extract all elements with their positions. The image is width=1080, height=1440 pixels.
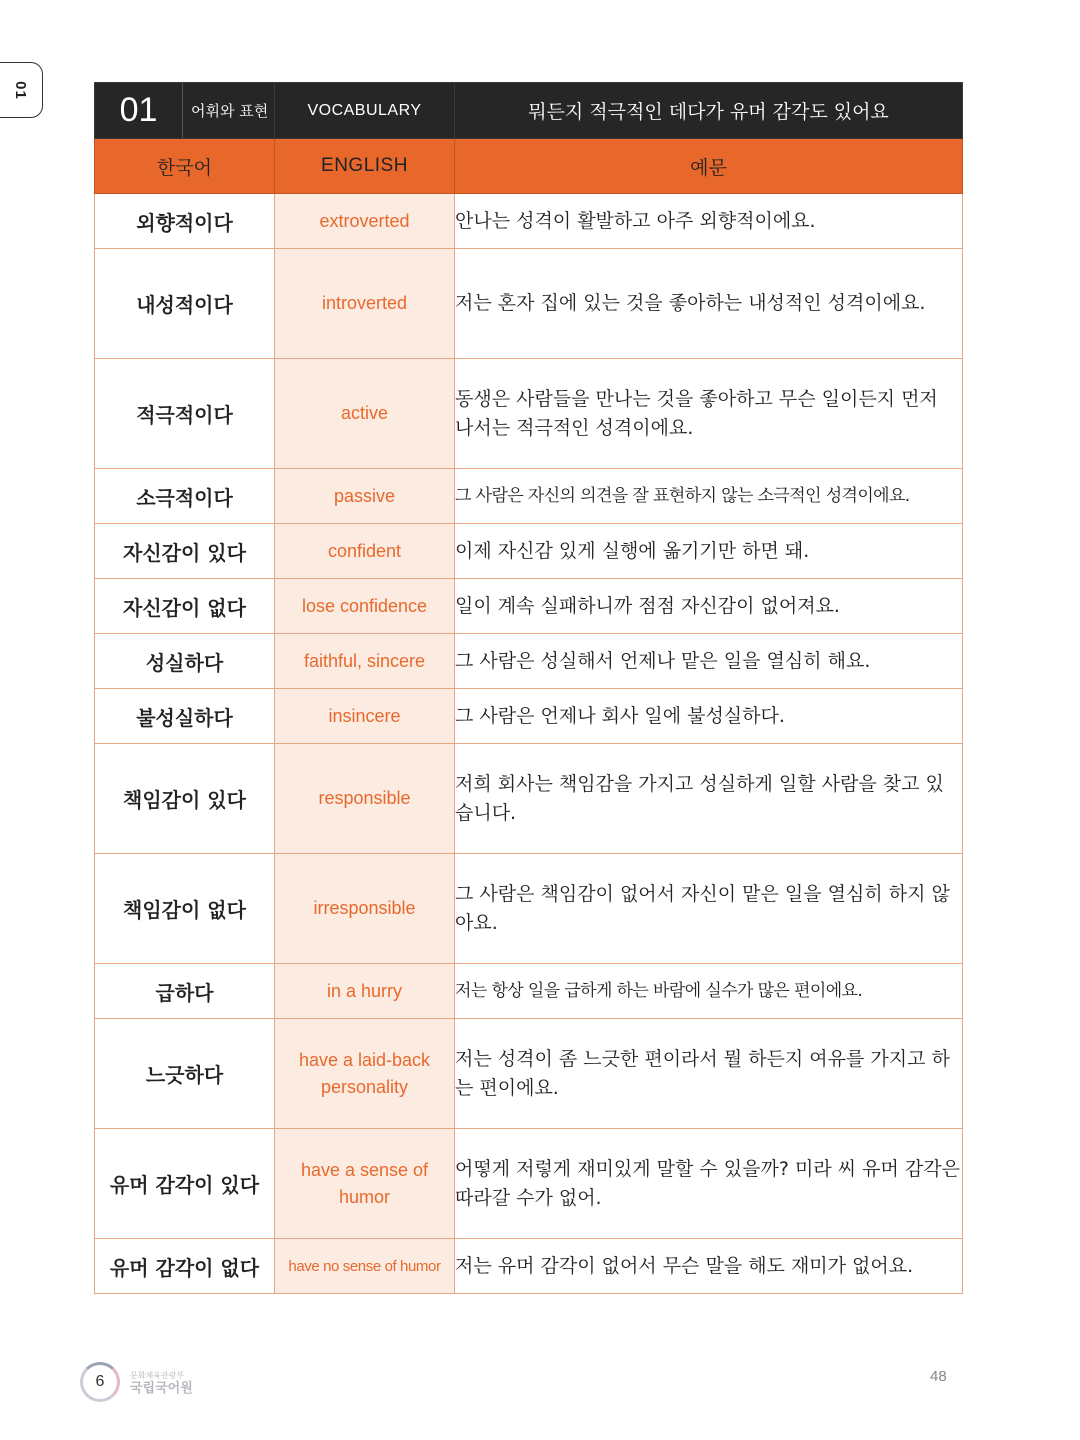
vocabulary-label: VOCABULARY: [275, 83, 455, 139]
example-sentence: 저는 유머 감각이 없어서 무슨 말을 해도 재미가 없어요.: [455, 1239, 963, 1294]
example-sentence: 안나는 성격이 활발하고 아주 외향적이에요.: [455, 194, 963, 249]
english-word: insincere: [275, 689, 455, 744]
table-row: [95, 524, 963, 579]
table-row: [95, 469, 963, 524]
korean-word: 외향적이다: [95, 194, 275, 249]
example-sentence: 그 사람은 언제나 회사 일에 불성실하다.: [455, 689, 963, 744]
column-header-row: [95, 139, 963, 194]
example-sentence: 그 사람은 자신의 의견을 잘 표현하지 않는 소극적인 성격이에요.: [455, 469, 963, 524]
korean-word: 유머 감각이 있다: [95, 1129, 275, 1239]
example-sentence: 동생은 사람들을 만나는 것을 좋아하고 무슨 일이든지 먼저 나서는 적극적인 성격이에요.: [455, 359, 963, 469]
column-header-korean: 한국어: [95, 139, 275, 194]
english-word: have no sense of humor: [275, 1239, 455, 1294]
publisher-institute: 국립국어원: [130, 1381, 193, 1396]
korean-word: 소극적이다: [95, 469, 275, 524]
korean-word: 느긋하다: [95, 1019, 275, 1129]
chapter-side-tab: [0, 62, 43, 118]
page-number-left: 6: [80, 1362, 120, 1402]
table-row: [95, 579, 963, 634]
table-row: [95, 634, 963, 689]
table-row: [95, 964, 963, 1019]
english-word: extroverted: [275, 194, 455, 249]
korean-word: 책임감이 있다: [95, 744, 275, 854]
korean-word: 자신감이 없다: [95, 579, 275, 634]
example-sentence: 저는 항상 일을 급하게 하는 바람에 실수가 많은 편이에요.: [455, 964, 963, 1019]
chapter-side-tab-label: 01: [11, 80, 29, 100]
table-row: [95, 359, 963, 469]
example-sentence: 저는 성격이 좀 느긋한 편이라서 뭘 하든지 여유를 가지고 하는 편이에요.: [455, 1019, 963, 1129]
table-title-row: [95, 83, 963, 139]
lesson-title: 뭐든지 적극적인 데다가 유머 감각도 있어요: [455, 83, 963, 139]
korean-word: 내성적이다: [95, 249, 275, 359]
table-row: [95, 689, 963, 744]
example-sentence: 어떻게 저렇게 재미있게 말할 수 있을까? 미라 씨 유머 감각은 따라갈 수가 없어.: [455, 1129, 963, 1239]
english-word: faithful, sincere: [275, 634, 455, 689]
english-word: passive: [275, 469, 455, 524]
table-row: [95, 854, 963, 964]
publisher-ministry: 문화체육관광부: [130, 1371, 185, 1380]
korean-word: 불성실하다: [95, 689, 275, 744]
lesson-cell: [95, 83, 275, 139]
korean-word: 유머 감각이 없다: [95, 1239, 275, 1294]
column-header-example: 예문: [455, 139, 963, 194]
table-row: [95, 1019, 963, 1129]
example-sentence: 저는 혼자 집에 있는 것을 좋아하는 내성적인 성격이에요.: [455, 249, 963, 359]
lesson-subtitle: 어휘와 표현: [191, 102, 269, 120]
page-number-right: 48: [930, 1368, 947, 1385]
korean-word: 적극적이다: [95, 359, 275, 469]
english-word: have a sense of humor: [275, 1129, 455, 1239]
column-header-english: ENGLISH: [275, 139, 455, 194]
korean-word: 급하다: [95, 964, 275, 1019]
table-row: [95, 249, 963, 359]
english-word: in a hurry: [275, 964, 455, 1019]
publisher-logo: [80, 1362, 193, 1402]
example-sentence: 일이 계속 실패하니까 점점 자신감이 없어져요.: [455, 579, 963, 634]
english-word: introverted: [275, 249, 455, 359]
korean-word: 자신감이 있다: [95, 524, 275, 579]
publisher-name: [130, 1369, 193, 1395]
english-word: lose confidence: [275, 579, 455, 634]
english-word: responsible: [275, 744, 455, 854]
english-word: active: [275, 359, 455, 469]
example-sentence: 그 사람은 성실해서 언제나 맡은 일을 열심히 해요.: [455, 634, 963, 689]
table-row: [95, 194, 963, 249]
table-row: [95, 1239, 963, 1294]
korean-word: 책임감이 없다: [95, 854, 275, 964]
table-row: [95, 744, 963, 854]
english-word: have a laid-back personality: [275, 1019, 455, 1129]
example-sentence: 이제 자신감 있게 실행에 옮기기만 하면 돼.: [455, 524, 963, 579]
lesson-number: 01: [95, 83, 183, 138]
example-sentence: 그 사람은 책임감이 없어서 자신이 맡은 일을 열심히 하지 않아요.: [455, 854, 963, 964]
english-word: confident: [275, 524, 455, 579]
table-row: [95, 1129, 963, 1239]
example-sentence: 저희 회사는 책임감을 가지고 성실하게 일할 사람을 찾고 있습니다.: [455, 744, 963, 854]
english-word: irresponsible: [275, 854, 455, 964]
vocabulary-table: [94, 82, 963, 1294]
korean-word: 성실하다: [95, 634, 275, 689]
